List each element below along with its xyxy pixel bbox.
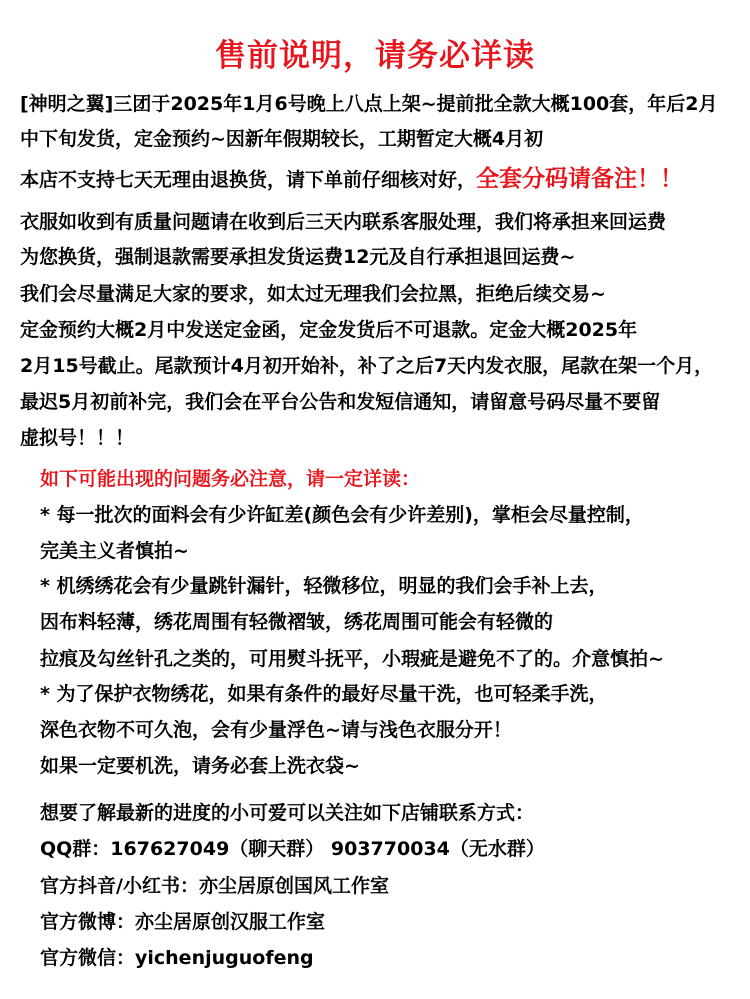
contact-heading: 想要了解最新的进度的小可爱可以关注如下店铺联系方式： (40, 802, 535, 824)
size-note-highlight: 全套分码请备注！！ (476, 166, 684, 192)
intro-line-1: [神明之翼]三团于2025年1月6号晚上八点上架~提前批全款大概100套，年后2月 (20, 93, 718, 115)
notes-line-4: 因布料轻薄，绣花周围有轻微褶皱，绣花周围可能会有轻微的 (40, 611, 554, 633)
contact-wechat: 官方微信：yichenjuguofeng (40, 947, 314, 969)
contact-weibo: 官方微博：亦尘居原创汉服工作室 (40, 911, 326, 933)
notes-line-8: 如果一定要机洗，请务必套上洗衣袋~ (40, 755, 360, 777)
intro-line-8: 2月15号截止。尾款预计4月初开始补，补了之后7天内发衣服，尾款在架一个月， (20, 355, 714, 377)
intro-line-4: 衣服如收到有质量问题请在收到后三天内联系客服处理，我们将承担来回运费 (20, 211, 667, 233)
contact-douyin: 官方抖音/小红书：亦尘居原创国风工作室 (40, 875, 389, 897)
notes-line-6: * 为了保护衣物绣花，如果有条件的最好尽量干洗，也可轻柔手洗， (40, 683, 608, 705)
notes-line-1: * 每一批次的面料会有少许缸差(颜色会有少许差别)，掌柜会尽量控制， (40, 504, 644, 526)
notes-heading: 如下可能出现的问题务必注意，请一定详读： (40, 468, 421, 490)
notes-line-7: 深色衣物不可久泡，会有少量浮色~请与浅色衣服分开！ (40, 719, 512, 741)
notes-line-3: * 机绣绣花会有少量跳针漏针，轻微移位，明显的我们会手补上去， (40, 575, 608, 597)
intro-line-9: 最迟5月初前补完，我们会在平台公告和发短信通知，请留意号码尽量不要留 (20, 391, 661, 413)
contact-qq: QQ群：167627049（聊天群） 903770034（无水群） (40, 838, 545, 860)
intro-line-2: 中下旬发货，定金预约~因新年假期较长，工期暂定大概4月初 (20, 128, 544, 150)
intro-line-7: 定金预约大概2月中发送定金函，定金发货后不可退款。定金大概2025年 (20, 319, 638, 341)
notes-line-5: 拉痕及勾丝针孔之类的，可用熨斗抚平，小瑕疵是避免不了的。介意慎拍~ (40, 648, 664, 670)
intro-line-3-text: 本店不支持七天无理由退换货，请下单前仔细核对好， (20, 169, 477, 191)
intro-line-6: 我们会尽量满足大家的要求，如太过无理我们会拉黑，拒绝后续交易~ (20, 283, 606, 305)
intro-line-5: 为您换货，强制退款需要承担发货运费12元及自行承担退回运费~ (20, 246, 576, 268)
intro-line-3 (20, 166, 683, 193)
notes-line-2: 完美主义者慎拍~ (40, 540, 189, 562)
intro-line-10: 虚拟号！！！ (20, 427, 135, 449)
page-title: 售前说明，请务必详读 (215, 38, 535, 74)
